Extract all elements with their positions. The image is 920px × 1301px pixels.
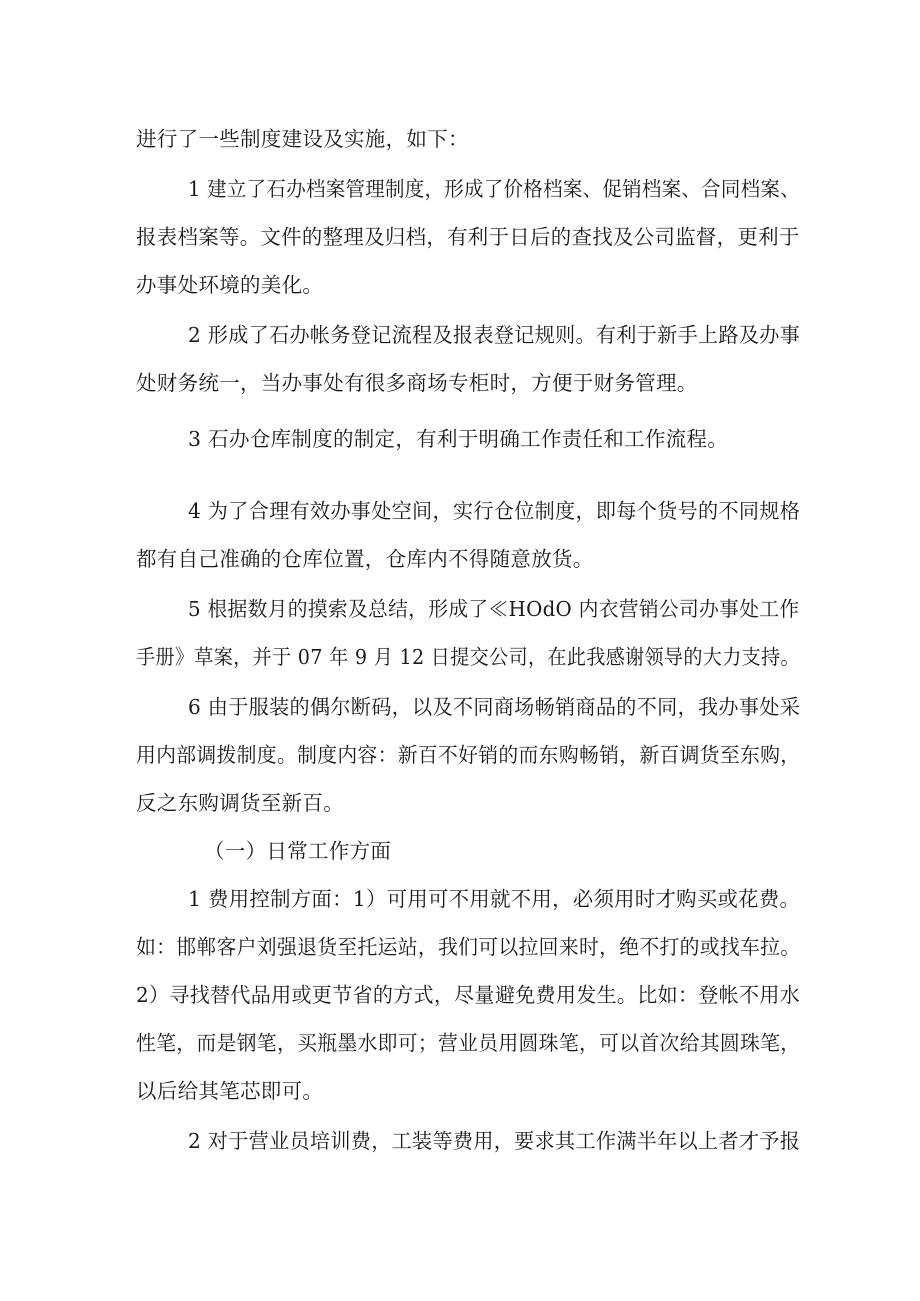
item-1-line-1: 1 建立了石办档案管理制度，形成了价格档案、促销档案、合同档案、: [188, 177, 800, 201]
item-4-line-2: 都有自己准确的仓库位置，仓库内不得随意放货。: [136, 547, 594, 571]
cost-1-line-1: 1 费用控制方面：1）可用可不用就不用，必须用时才购买或花费。: [188, 887, 801, 911]
item-1-line-3: 办事处环境的美化。: [136, 273, 324, 297]
item-6-line-3: 反之东购调货至新百。: [136, 791, 344, 815]
item-2-line-2: 处财务统一，当办事处有很多商场专柜时，方便于财务管理。: [136, 371, 698, 395]
item-5-line-1: 5 根据数月的摸索及总结，形成了≪HOdO 内衣营销公司办事处工作: [188, 597, 800, 621]
cost-1-line-4: 性笔，而是钢笔，买瓶墨水即可；营业员用圆珠笔，可以首次给其圆珠笔，: [136, 1031, 801, 1055]
item-5-line-2: 手册》草案，并于 07 年 9 月 12 日提交公司，在此我感谢领导的大力支持。: [136, 645, 800, 669]
cost-1-line-3: 2）寻找替代品用或更节省的方式，尽量避免费用发生。比如：登帐不用水: [136, 983, 801, 1007]
cost-1-line-5: 以后给其笔芯即可。: [136, 1079, 324, 1103]
cost-2-line-1: 2 对于营业员培训费，工装等费用，要求其工作满半年以上者才予报: [188, 1129, 801, 1153]
item-6-line-1: 6 由于服装的偶尔断码，以及不同商场畅销商品的不同，我办事处采: [188, 695, 801, 719]
item-4-line-1: 4 为了合理有效办事处空间，实行仓位制度，即每个货号的不同规格: [188, 499, 801, 523]
section-heading: （一）日常工作方面: [204, 839, 392, 863]
item-6-line-2: 用内部调拨制度。制度内容：新百不好销的而东购畅销，新百调货至东购，: [136, 743, 801, 767]
intro-line-1: 进行了一些制度建设及实施，如下：: [136, 127, 469, 151]
item-1-line-2: 报表档案等。文件的整理及归档，有利于日后的查找及公司监督，更利于: [136, 225, 800, 249]
item-3-line-1: 3 石办仓库制度的制定，有利于明确工作责任和工作流程。: [188, 427, 729, 451]
cost-1-line-2: 如：邯郸客户刘强退货至托运站，我们可以拉回来时，绝不打的或找车拉。: [136, 935, 801, 959]
item-2-line-1: 2 形成了石办帐务登记流程及报表登记规则。有利于新手上路及办事: [188, 323, 801, 347]
